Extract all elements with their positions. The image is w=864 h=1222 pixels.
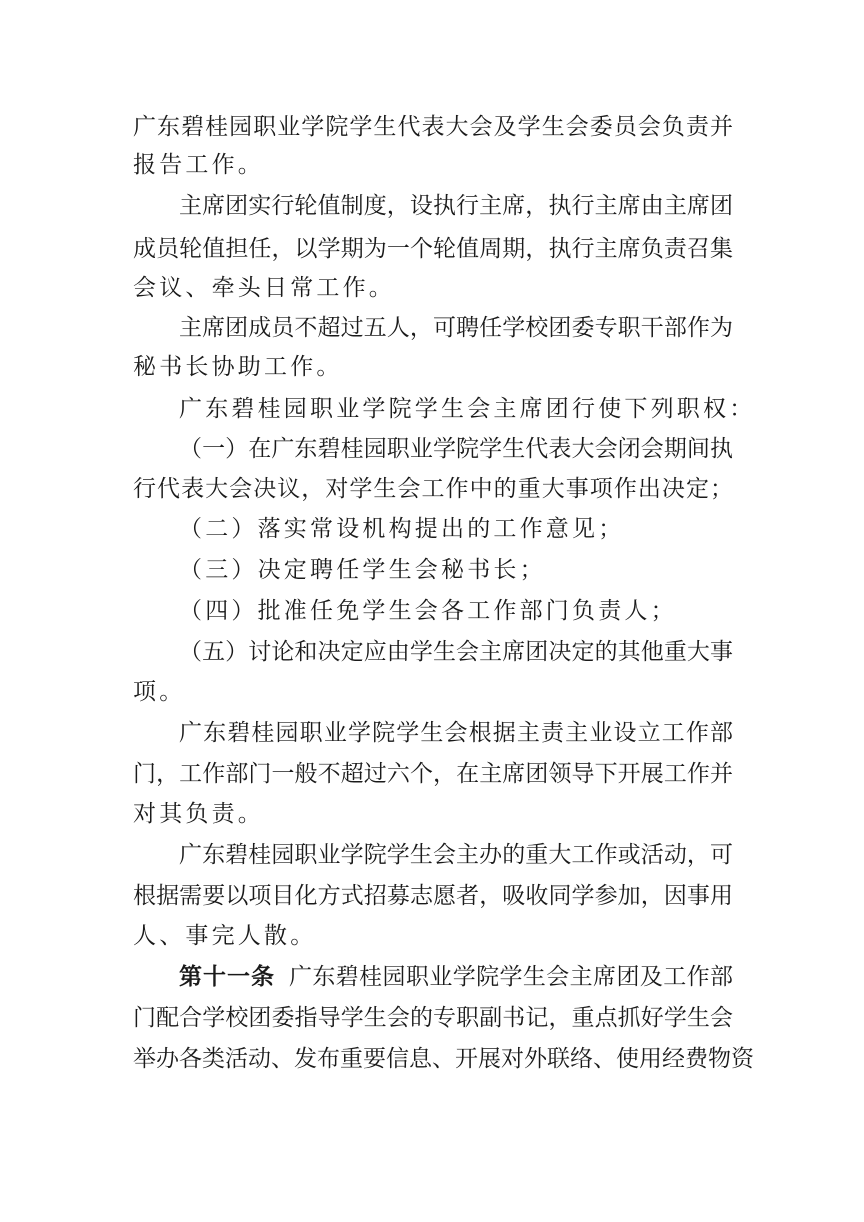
paragraph-6-line-1: （二）落实常设机构提出的工作意见； [179,516,625,542]
paragraph-3-line-2: 秘书长协助工作。 [133,354,343,380]
paragraph-11-line-2: 根据需要以项目化方式招募志愿者，吸收同学参加，因事用 [133,883,733,909]
article-11-line-3: 举办各类活动、发布重要信息、开展对外联络、使用经费物资 [133,1046,754,1072]
article-11-line-2: 门配合学校团委指导学生会的专职副书记，重点抓好学生会 [133,1005,733,1031]
paragraph-9-line-1: （五）讨论和决定应由学生会主席团决定的其他重大事 [179,639,733,665]
paragraph-11-line-3: 人、事完人散。 [133,923,317,949]
paragraph-3-line-1: 主席团成员不超过五人，可聘任学校团委专职干部作为 [179,315,733,341]
paragraph-10-line-2: 门，工作部门一般不超过六个，在主席团领导下开展工作并 [133,761,733,787]
article-label: 第十一条 [179,963,275,990]
paragraph-2-line-3: 会议、牵头日常工作。 [133,275,395,301]
paragraph-2-line-1: 主席团实行轮值制度，设执行主席，执行主席由主席团 [179,193,733,219]
paragraph-7-line-1: （三）决定聘任学生会秘书长； [179,557,546,583]
paragraph-11-line-1: 广东碧桂园职业学院学生会主办的重大工作或活动，可 [179,842,733,868]
paragraph-8-line-1: （四）批准任免学生会各工作部门负责人； [179,598,677,624]
paragraph-1-line-2: 报告工作。 [133,152,264,178]
paragraph-10-line-1: 广东碧桂园职业学院学生会根据主责主业设立工作部 [179,720,733,746]
paragraph-1-line-1: 广东碧桂园职业学院学生代表大会及学生会委员会负责并 [133,114,733,140]
paragraph-5-line-2: 行代表大会决议，对学生会工作中的重大事项作出决定； [133,476,733,502]
paragraph-2-line-2: 成员轮值担任，以学期为一个轮值周期，执行主席负责召集 [133,236,733,262]
paragraph-5-line-1: （一）在广东碧桂园职业学院学生代表大会闭会期间执 [179,436,733,462]
article-11-line-1: 广东碧桂园职业学院学生会主席团及工作部 [289,964,733,990]
paragraph-10-line-3: 对其负责。 [133,801,264,827]
paragraph-4-line-1: 广东碧桂园职业学院学生会主席团行使下列职权： [179,396,756,422]
paragraph-9-line-2: 项。 [133,679,186,705]
